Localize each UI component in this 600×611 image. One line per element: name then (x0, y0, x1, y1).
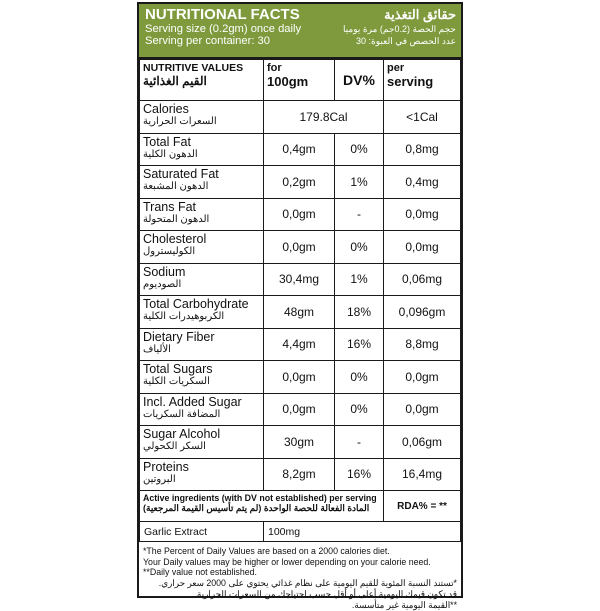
table-row (140, 393, 461, 426)
value-per-100gm: 8,2gm (264, 458, 335, 491)
nutrient-name-ar: الدهون المتحولة (143, 213, 210, 225)
footnote-ar-3: **القيمة اليومية غير متأسسة. (351, 599, 457, 610)
nutrient-name-en: Total Carbohydrate (143, 297, 249, 311)
value-per-100gm: 0,2gm (264, 166, 335, 199)
value-dv: 1% (335, 263, 384, 296)
value-dv: - (335, 426, 384, 459)
table-row (140, 361, 461, 394)
footnote-en-3: **Daily value not established. (143, 567, 257, 577)
table-row (140, 101, 461, 134)
nutrient-name-en: Total Fat (143, 134, 191, 149)
table-row (140, 296, 461, 329)
serving-size-en: Serving size (0.2gm) once daily (145, 23, 302, 35)
serving-size-ar: حجم الحصة (0.2جم) مرة يوميا (342, 24, 456, 34)
table-row (140, 231, 461, 264)
label-header (139, 4, 461, 59)
nutrient-name-ar: البروتين (143, 473, 176, 485)
nutrient-name-ar: السكريات الكلية (143, 376, 210, 387)
table-row (140, 458, 461, 491)
value-per-serving: 0,0gm (384, 361, 461, 394)
value-per-serving: 0,4mg (384, 166, 461, 199)
value-per-serving: 0,06mg (384, 263, 461, 296)
table-row (140, 198, 461, 231)
nutrient-name-ar: الألياف (143, 343, 171, 355)
value-per-serving: 0,0mg (384, 198, 461, 231)
value-dv: 0% (335, 231, 384, 264)
servings-per-container-en: Serving per container: 30 (145, 35, 271, 47)
value-per-serving: 0,0mg (384, 231, 461, 264)
nutrient-name-en: Cholesterol (143, 232, 207, 246)
table-row (140, 133, 461, 166)
nutrient-name-en: Dietary Fiber (143, 329, 215, 344)
nutrition-table (139, 59, 461, 542)
value-per-100gm: 30,4mg (264, 263, 335, 296)
value-dv: 16% (335, 328, 384, 361)
table-row (140, 263, 461, 296)
value-per-100gm: 30gm (264, 426, 335, 459)
nutrient-name-ar: المضافة السكريات (143, 408, 221, 420)
value-dv: 0% (335, 133, 384, 166)
value-per-100gm: 0,4gm (264, 133, 335, 166)
title-ar: حقائق التغذية (384, 7, 456, 22)
nutrition-facts-label (137, 2, 463, 610)
footnote-ar-1: *تستند النسبة المئوية للقيم اليومية على نظام غذائي يحتوي على 2000 سعر حراري. (158, 577, 457, 588)
title-en: NUTRITIONAL FACTS (145, 6, 300, 23)
nutrient-name-ar: الدهون المشبعة (143, 181, 209, 192)
value-per-serving: 0,0gm (384, 393, 461, 426)
ingredient-amount: 100mg (264, 522, 461, 542)
value-per-serving: <1Cal (384, 101, 461, 134)
nutrient-name-en: Incl. Added Sugar (143, 394, 242, 409)
value-per-serving: 0,8mg (384, 133, 461, 166)
value-dv: 0% (335, 361, 384, 394)
active-ingredient-row (140, 522, 461, 542)
table-row (140, 328, 461, 361)
nutrient-name-ar: الصوديوم (143, 278, 182, 290)
value-per-100gm: 0,0gm (264, 361, 335, 394)
value-per-100gm: 4,4gm (264, 328, 335, 361)
footnote-ar-2: قد تكون قيمك اليومية أعلى أو أقل حسب احتياجك من السعرات الحرارية. (194, 588, 457, 599)
table-header-row (140, 60, 461, 101)
header-per-serving: per serving (384, 60, 461, 101)
nutrient-name-ar: الكربوهيدرات الكلية (143, 311, 225, 322)
value-dv: 0% (335, 393, 384, 426)
value-per-100gm: 48gm (264, 296, 335, 329)
value-per-100gm: 0,0gm (264, 231, 335, 264)
servings-per-container-ar: عدد الحصص في العبوة: 30 (356, 36, 456, 46)
value-per-serving: 16,4mg (384, 458, 461, 491)
value-per-serving: 8,8mg (384, 328, 461, 361)
nutrient-name-en: Calories (143, 102, 189, 116)
value-per-100gm: 0,0gm (264, 198, 335, 231)
value-per-100gm: 0,0gm (264, 393, 335, 426)
active-ingredients-title: Active ingredients (with DV not established) per serving المادة الفعالة للحصة الواحدة (لم يتم تأسيس القيمة المرجعية) (140, 491, 384, 522)
rda-note: RDA% = ** (384, 491, 461, 522)
value-dv: - (335, 198, 384, 231)
active-ingredients-header (140, 491, 461, 522)
nutrient-name-en: Saturated Fat (143, 167, 219, 181)
footnote-en-1: *The Percent of Daily Values are based on a 2000 calories diet. (143, 546, 390, 556)
nutrient-name-en: Proteins (143, 459, 189, 474)
table-row (140, 426, 461, 459)
value-per-serving: 0,096gm (384, 296, 461, 329)
nutrient-name-en: Sodium (143, 264, 186, 279)
table-row (140, 166, 461, 199)
value-dv: 1% (335, 166, 384, 199)
footnotes (139, 542, 461, 611)
nutrient-name-ar: السعرات الحرارية (143, 116, 217, 127)
nutrient-name-en: Sugar Alcohol (143, 427, 221, 441)
value-per-serving: 0,06gm (384, 426, 461, 459)
header-nutritive-values: NUTRITIVE VALUES القيم الغذائية (140, 60, 264, 101)
header-per-100gm: for 100gm (264, 60, 335, 101)
nutrient-name-en: Trans Fat (143, 199, 197, 214)
nutrient-name-ar: الكوليسترول (143, 246, 196, 257)
ingredient-name: Garlic Extract (140, 522, 264, 542)
footnote-en-2: Your Daily values may be higher or lower depending on your calorie need. (143, 556, 431, 567)
nutrient-name-en: Total Sugars (143, 362, 213, 376)
nutrient-name-ar: السكر الكحولي (143, 441, 206, 452)
value-dv: 18% (335, 296, 384, 329)
header-dv: DV% (335, 60, 384, 101)
nutrient-name-ar: الدهون الكلية (143, 148, 198, 160)
value-dv: 16% (335, 458, 384, 491)
value-per-100gm: 179.8Cal (264, 101, 384, 134)
